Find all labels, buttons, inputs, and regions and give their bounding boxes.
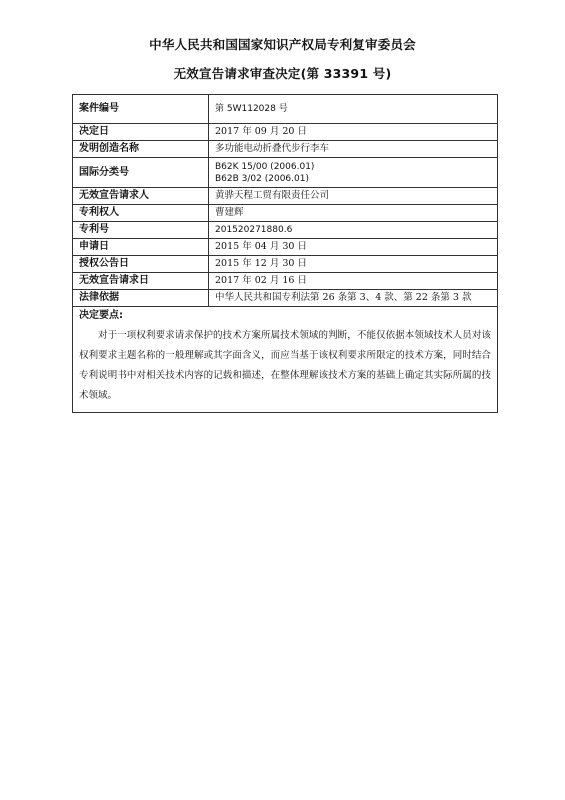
table-row-decision-points <box>73 307 498 413</box>
decision-points-body: 对于一项权利要求请求保护的技术方案所属技术领域的判断，不能仅依据本领域技术人员对该权利要求主题名称的一般理解或其字面含义，而应当基于该权利要求所限定的技术方案，同时结合专利说明书中对相关技术内容的记载和描述，在整体理解该技术方案的基础上确定其实际所属的技术领域。 <box>79 330 491 401</box>
table-row-decision-date <box>73 124 498 141</box>
table-row-grant-date <box>73 256 498 273</box>
value-petitioner: 黄骅天程工贸有限责任公司 <box>209 188 498 205</box>
decision-points-heading: 决定要点: <box>79 310 123 321</box>
table-row-request-date <box>73 273 498 290</box>
value-request-date: 2017 年 02 月 16 日 <box>209 273 498 290</box>
table-row-patent-number <box>73 222 498 239</box>
value-patent-number: 201520271880.6 <box>209 222 498 239</box>
table-row-application-date <box>73 239 498 256</box>
label-ipc: 国际分类号 <box>73 158 209 188</box>
label-application-date: 申请日 <box>73 239 209 256</box>
value-ipc <box>209 158 498 188</box>
decision-info-table <box>72 94 498 413</box>
table-row-legal-basis <box>73 290 498 307</box>
label-patentee: 专利权人 <box>73 205 209 222</box>
value-grant-date: 2015 年 12 月 30 日 <box>209 256 498 273</box>
label-grant-date: 授权公告日 <box>73 256 209 273</box>
table-row-case-number <box>73 95 498 124</box>
value-invention-name: 多功能电动折叠代步行李车 <box>209 141 498 158</box>
label-petitioner: 无效宣告请求人 <box>73 188 209 205</box>
label-decision-date: 决定日 <box>73 124 209 141</box>
label-legal-basis: 法律依据 <box>73 290 209 307</box>
table-row-petitioner <box>73 188 498 205</box>
value-case-number: 第 5W112028 号 <box>209 95 498 124</box>
value-legal-basis: 中华人民共和国专利法第 26 条第 3、4 款、第 22 条第 3 款 <box>209 290 498 307</box>
value-patentee: 曹建辉 <box>209 205 498 222</box>
value-ipc-1: B62K 15/00 (2006.01) <box>215 161 315 172</box>
label-invention-name: 发明创造名称 <box>73 141 209 158</box>
document-subtitle: 无效宣告请求审查决定(第 33391 号) <box>173 66 392 81</box>
table-row-invention-name <box>73 141 498 158</box>
value-application-date: 2015 年 04 月 30 日 <box>209 239 498 256</box>
document-title: 中华人民共和国国家知识产权局专利复审委员会 <box>149 37 416 52</box>
decision-points-cell <box>73 307 498 413</box>
table-row-patentee <box>73 205 498 222</box>
value-decision-date: 2017 年 09 月 20 日 <box>209 124 498 141</box>
label-patent-number: 专利号 <box>73 222 209 239</box>
table-row-ipc <box>73 158 498 188</box>
label-request-date: 无效宣告请求日 <box>73 273 209 290</box>
label-case-number: 案件编号 <box>73 95 209 124</box>
value-ipc-2: B62B 3/02 (2006.01) <box>215 173 309 184</box>
